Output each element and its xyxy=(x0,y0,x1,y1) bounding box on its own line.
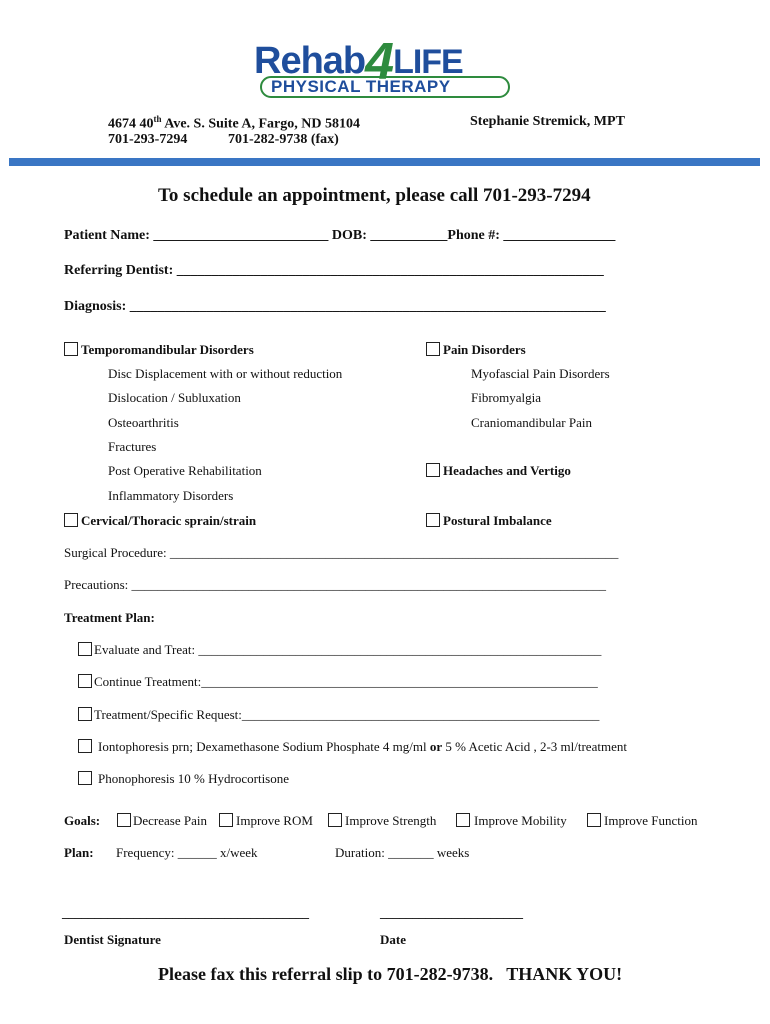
goal-improve-strength-checkbox[interactable] xyxy=(328,813,342,827)
tmd-item: Post Operative Rehabilitation xyxy=(108,463,262,478)
evaluate-checkbox[interactable] xyxy=(78,642,92,656)
logo xyxy=(254,22,519,102)
tmd-label: Temporomandibular Disorders xyxy=(81,342,254,357)
pain-item: Craniomandibular Pain xyxy=(471,415,592,430)
patient-info-field[interactable]: Patient Name: _________________________ DOB: ___________Phone #: ________________ xyxy=(64,228,616,243)
phone-number: 701-293-7294 xyxy=(108,132,188,147)
logo-word: Rehab xyxy=(254,40,366,82)
goal-improve-rom-checkbox[interactable] xyxy=(219,813,233,827)
goal-decrease-pain-label: Decrease Pain xyxy=(133,813,207,828)
phonophoresis-label: Phonophoresis 10 % Hydrocortisone xyxy=(98,771,290,786)
date-line[interactable]: ______________________ xyxy=(380,905,523,920)
goal-improve-strength-label: Improve Strength xyxy=(345,813,437,828)
phonophoresis-checkbox[interactable] xyxy=(78,771,92,785)
logo-number: 4 xyxy=(365,33,394,91)
signature-line[interactable]: ______________________________________ xyxy=(62,905,309,920)
fax-number: 701-282-9738 (fax) xyxy=(228,132,339,147)
referring-dentist-field[interactable]: Referring Dentist: _____________________________________________________________ xyxy=(64,263,604,278)
goal-improve-function-label: Improve Function xyxy=(604,813,698,828)
postural-label: Postural Imbalance xyxy=(443,513,552,528)
page-title: To schedule an appointment, please call 701-293-7294 xyxy=(158,185,591,206)
pain-checkbox[interactable] xyxy=(426,342,440,356)
continue-checkbox[interactable] xyxy=(78,674,92,688)
precautions-field[interactable]: Precautions: _________________________________________________________________________ xyxy=(64,577,607,592)
pain-label: Pain Disorders xyxy=(443,342,526,357)
duration-field[interactable]: Duration: _______ weeks xyxy=(335,845,470,860)
specific-request-checkbox[interactable] xyxy=(78,707,92,721)
surgical-procedure-field[interactable]: Surgical Procedure: _____________________________________________________________________ xyxy=(64,545,619,560)
tmd-item: Osteoarthritis xyxy=(108,415,179,430)
specific-request-field[interactable]: Treatment/Specific Request:_______________________________________________________ xyxy=(94,707,600,722)
goal-improve-mobility-label: Improve Mobility xyxy=(474,813,567,828)
header-divider-bar xyxy=(9,158,760,166)
logo-life: LIFE xyxy=(393,43,463,81)
continue-field[interactable]: Continue Treatment:_____________________________________________________________ xyxy=(94,674,598,689)
headaches-checkbox[interactable] xyxy=(426,463,440,477)
goal-improve-mobility-checkbox[interactable] xyxy=(456,813,470,827)
frequency-field[interactable]: Frequency: ______ x/week xyxy=(116,845,258,860)
dentist-signature-label: Dentist Signature xyxy=(64,932,161,947)
goals-label: Goals: xyxy=(64,813,101,828)
therapist-name: Stephanie Stremick, MPT xyxy=(470,114,625,129)
tmd-item: Dislocation / Subluxation xyxy=(108,390,241,405)
date-label: Date xyxy=(380,932,406,947)
headaches-label: Headaches and Vertigo xyxy=(443,463,571,478)
footer-fax-note: Please fax this referral slip to 701-282-9738. THANK YOU! xyxy=(158,964,623,984)
pain-item: Fibromyalgia xyxy=(471,390,542,405)
tmd-checkbox[interactable] xyxy=(64,342,78,356)
postural-checkbox[interactable] xyxy=(426,513,440,527)
plan-label: Plan: xyxy=(64,845,94,860)
address-line-1: 4674 40th Ave. S. Suite A, Fargo, ND 58104 xyxy=(108,114,360,132)
tmd-item: Disc Displacement with or without reduction xyxy=(108,366,343,381)
goal-improve-function-checkbox[interactable] xyxy=(587,813,601,827)
logo-subtitle: PHYSICAL THERAPY xyxy=(271,77,451,96)
iontophoresis-checkbox[interactable] xyxy=(78,739,92,753)
iontophoresis-label: Iontophoresis prn; Dexamethasone Sodium Phosphate 4 mg/ml or 5 % Acetic Acid , 2-3 ml/treatment xyxy=(98,739,627,754)
tmd-item: Fractures xyxy=(108,439,157,454)
goal-decrease-pain-checkbox[interactable] xyxy=(117,813,131,827)
cervical-label: Cervical/Thoracic sprain/strain xyxy=(81,513,257,528)
diagnosis-field[interactable]: Diagnosis: ____________________________________________________________________ xyxy=(64,299,606,314)
pain-item: Myofascial Pain Disorders xyxy=(471,366,610,381)
cervical-checkbox[interactable] xyxy=(64,513,78,527)
goal-improve-rom-label: Improve ROM xyxy=(236,813,313,828)
tmd-item: Inflammatory Disorders xyxy=(108,488,234,503)
treatment-plan-heading: Treatment Plan: xyxy=(64,610,155,625)
evaluate-field[interactable]: Evaluate and Treat: ______________________________________________________________ xyxy=(94,642,602,657)
